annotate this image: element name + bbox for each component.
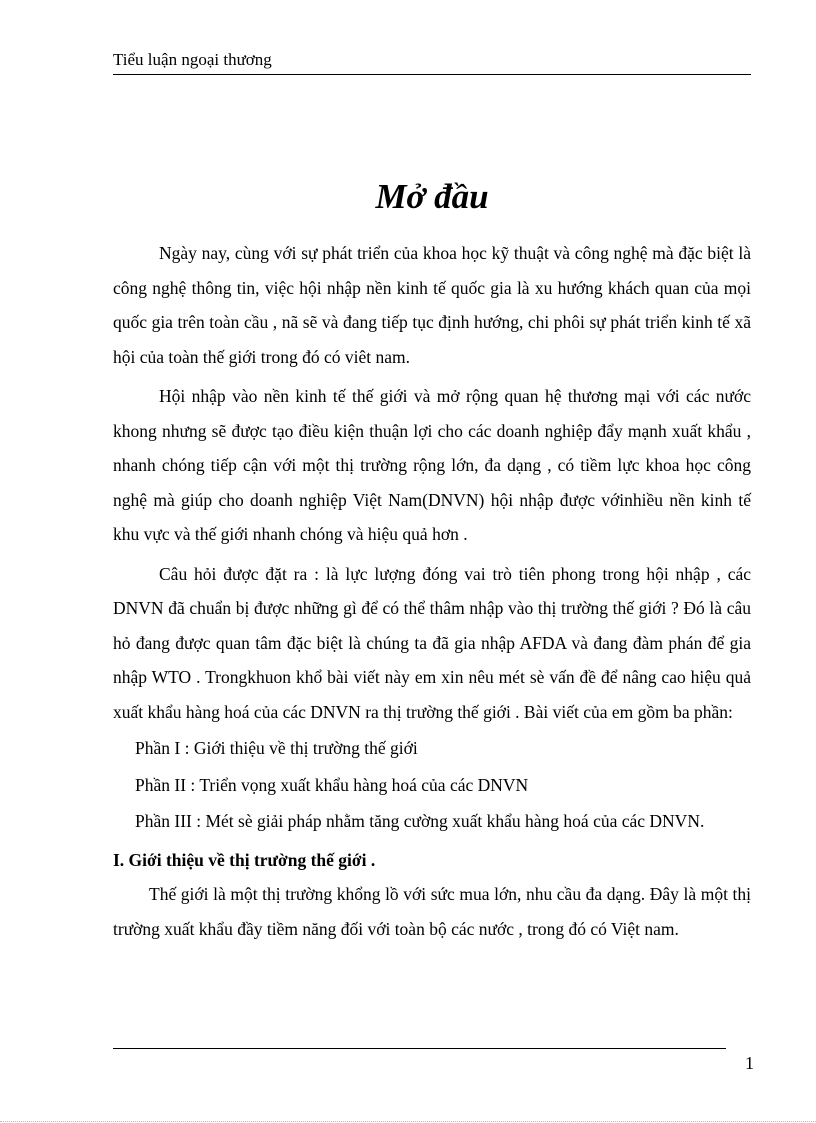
page-header	[113, 48, 751, 75]
page-number: 1	[745, 1053, 754, 1073]
header-title: Tiểu luận ngoại thương	[113, 50, 272, 69]
footer-divider	[113, 1048, 726, 1049]
document-body	[113, 236, 751, 946]
page-edge-divider	[0, 1121, 816, 1122]
intro-paragraph-3: Câu hỏi được đặt ra : là lực lượng đóng vai trò tiên phong trong hội nhập , các DNVN đã chuẩn bị được những gì để có thể thâm nhập vào thị trường thế giới ? Đó là câu hỏ đang được quan tâm đặc biệt là chúng ta đã gia nhập AFDA và đang đàm phán để gia nhập WTO . Trongkhuon khổ bài viết này em xin nêu mét sè vấn đề để nâng cao hiệu quả xuất khẩu hàng hoá của các DNVN ra thị trường thế giới . Bài viết của em gồm ba phần:	[113, 563, 751, 722]
intro-paragraph-2: Hội nhập vào nền kinh tế thế giới và mở rộng quan hệ thương mại với các nước khong nhưng sẽ được tạo điều kiện thuận lợi cho các doanh nghiệp đẩy mạnh xuất khẩu , nhanh chóng tiếp cận với một thị trường rộng lớn, đa dạng , có tiềm lực khoa học công nghệ mà giúp cho doanh nghiệp Việt Nam(DNVN) hội nhập được vớinhiều nền kinh tế khu vực và thế giới nhanh chóng và hiệu quả hơn .	[113, 386, 751, 544]
part-list-item-1: Phần I : Giới thiệu về thị trường thế giới	[135, 738, 418, 758]
part-list-item-2: Phần II : Triển vọng xuất khẩu hàng hoá của các DNVN	[135, 774, 529, 795]
intro-paragraph-1: Ngày nay, cùng với sự phát triển của khoa học kỹ thuật và công nghệ mà đặc biệt là công nghệ thông tin, việc hội nhập nền kinh tế quốc gia là xu hướng khách quan của mọi quốc gia trên toàn cầu , nã sẽ và đang tiếp tục định hướng, chi phôi sự phát triển kinh tế xã hội của toàn thế giới trong đó có viêt nam.	[113, 243, 751, 367]
section-heading: I. Giới thiệu về thị trường thế giới .	[113, 849, 376, 870]
part-list-item-3: Phần III : Mét sè giải pháp nhằm tăng cường xuất khẩu hàng hoá của các DNVN.	[135, 811, 705, 831]
section-paragraph: Thế giới là một thị trường khổng lồ với sức mua lớn, nhu cầu đa dạng. Đây là một thị trường xuất khẩu đầy tiềm năng đối với toàn bộ các nước , trong đó có Việt nam.	[113, 884, 751, 939]
page-title: Mở đầu	[375, 177, 489, 216]
